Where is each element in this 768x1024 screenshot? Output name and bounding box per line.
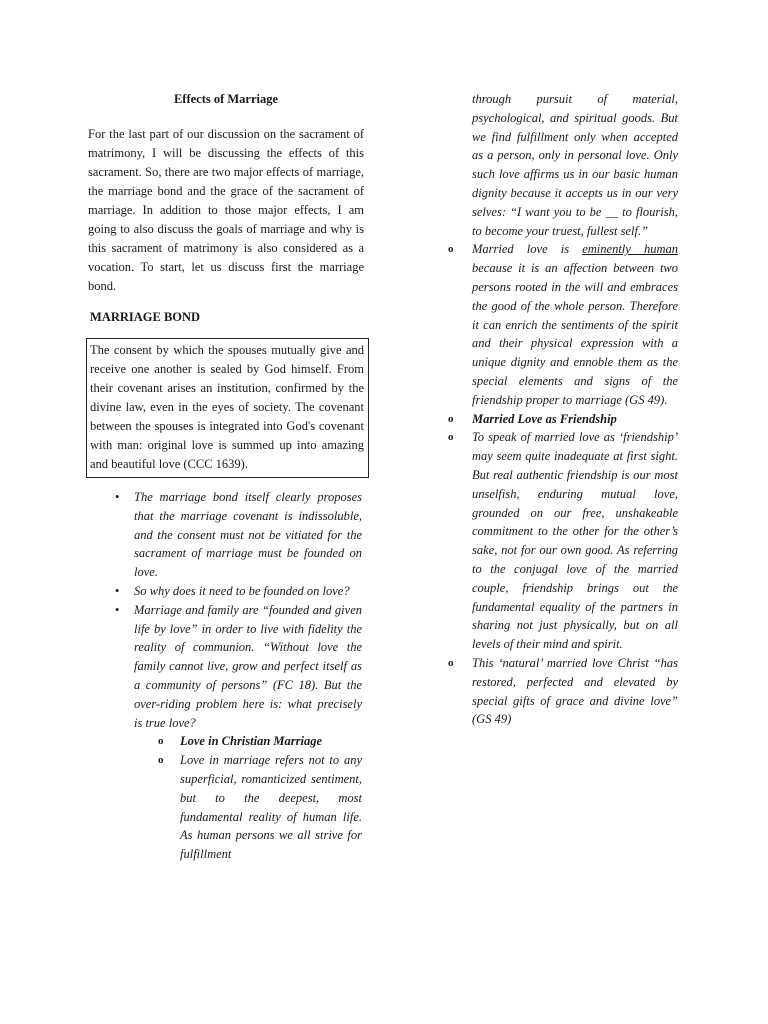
- sub-item: [88, 751, 362, 864]
- sub-item-friendship: [448, 428, 678, 654]
- sub-item-natural-love: [448, 654, 678, 729]
- right-column: [448, 90, 678, 729]
- bullet-icon: •: [115, 602, 120, 617]
- circle-bullet-icon: o: [158, 735, 164, 748]
- sub-list: [88, 732, 364, 864]
- intro-paragraph: For the last part of our discussion on the sacrament of matrimony, I will be discussing the effects of this sacrament. So, there are two major effects of marriage, the marriage bond and the grace of the sacrament of marriage. In addition to those major effects, I am going to also discuss the goals of marriage and why is this sacrament of matrimony is also considered as a vocation. To start, let us discuss first the marriage bond.: [88, 127, 364, 293]
- bullet-icon: •: [115, 583, 120, 598]
- bullet-icon: •: [115, 490, 120, 504]
- circle-bullet-icon: o: [448, 431, 454, 444]
- bullet-text: The marriage bond itself clearly proposes that the marriage covenant is indissoluble, and the consent must not be vitiated for the sacrament of marriage must be founded on love.: [134, 490, 362, 580]
- bullet-item: [88, 582, 362, 601]
- left-column: [88, 90, 364, 864]
- underlined-phrase: eminently human: [582, 242, 678, 257]
- sub-heading-text: Married Love as Friendship: [472, 411, 617, 426]
- right-sub-list: [448, 240, 678, 729]
- sub-item-eminently-human: [448, 240, 678, 409]
- bullet-list: [88, 488, 364, 732]
- sub-item-text: To speak of married love as ‘friendship’ may seem quite inadequate at first sight. But real authentic friendship is our most unselfish, enduring mutual love, grounded on our free, unshakeable commitment to the other for the other’s sake, not for our own good. As referring to the conjugal love of the married couple, friendship brings out the fundamental equality of the partners in sharing not just physically, but on all levels of their mind and spirit.: [472, 430, 678, 652]
- section-heading-marriage-bond: MARRIAGE BOND: [90, 310, 201, 324]
- ccc-quote-box: The consent by which the spouses mutually give and receive one another is sealed by God himself. From their covenant arises an institution, confirmed by the divine law, even in the eyes of society. The covenant between the spouses is integrated into God's covenant with man: original love is summed up into amazing and beautiful love (CCC 1639).: [86, 338, 369, 478]
- sub-heading-love-in-christian-marriage: [88, 732, 362, 751]
- circle-bullet-icon: o: [448, 243, 454, 256]
- bullet-item: [88, 488, 362, 582]
- sub-heading-text: Love in Christian Marriage: [180, 734, 323, 749]
- bullet-item: [88, 601, 362, 733]
- sub-item-text: Love in marriage refers not to any superficial, romanticized sentiment, but to the deepest, most fundamental reality of human life. As human persons we all strive for fulfillment: [180, 753, 362, 862]
- sub-item-text-pre: Married love is: [472, 242, 583, 257]
- bullet-text: Marriage and family are “founded and given life by love” in order to live with fidelity the reality of communion. “Without love the family cannot live, grow and perfect itself as a community of persons” (FC 18). But the over-riding problem here is: what precisely is true love?: [134, 602, 362, 730]
- sub-item-text: This ‘natural’ married love Christ “has restored, perfected and elevated by special gifts of grace and divine love” (GS 49): [472, 655, 678, 727]
- continued-text: through pursuit of material, psychological, and spiritual goods. But we find fulfillment only when accepted as a person, only in personal love. Only such love affirms us in our basic human dignity because it accepts us in our very selves: “I want you to be __ to flourish, to become your truest, fullest self.”: [472, 92, 678, 238]
- sub-heading-married-love-as-friendship: [448, 410, 678, 429]
- circle-bullet-icon: o: [448, 656, 454, 669]
- circle-bullet-icon: o: [158, 754, 164, 767]
- page-title: Effects of Marriage: [173, 92, 279, 106]
- sub-item-text-post: because it is an affection between two persons rooted in the will and embraces the good of the whole person. Therefore it can enrich the sentiments of the spirit and their physical expression with a unique dignity and ennoble them as the special elements and signs of the friendship proper to marriage (GS 49).: [472, 261, 678, 407]
- bullet-text: So why does it need to be founded on love?: [134, 583, 350, 598]
- circle-bullet-icon: o: [448, 412, 454, 425]
